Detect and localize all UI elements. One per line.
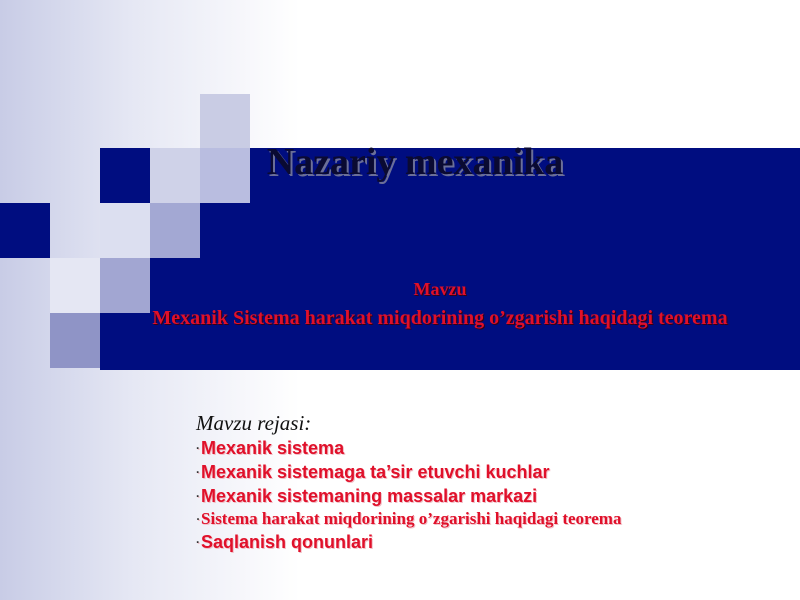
topic-text: Mexanik Sistema harakat miqdorining o’zgarishi haqidagi teorema <box>152 307 728 329</box>
plan-list <box>196 438 666 556</box>
plan-item-text: Mexanik sistema <box>201 438 345 458</box>
bullet-icon: · <box>196 441 200 455</box>
decor-square <box>100 203 150 258</box>
plan-item <box>196 510 666 528</box>
plan-item <box>196 532 666 552</box>
bullet-icon: · <box>196 535 200 549</box>
plan-item-text: Mexanik sistemaning massalar markazi <box>201 486 538 506</box>
decor-square <box>0 203 50 258</box>
plan-item <box>196 462 666 482</box>
bullet-icon: · <box>196 465 200 479</box>
plan-heading: Mavzu rejasi: <box>196 411 312 435</box>
decor-square <box>50 313 100 368</box>
plan-item <box>196 438 666 458</box>
decor-square <box>50 258 100 313</box>
plan-item-text: Mexanik sistemaga ta’sir etuvchi kuchlar <box>201 462 550 482</box>
decor-square <box>150 203 200 258</box>
slide-title: Nazariy mexanika <box>266 141 564 183</box>
topic-label: Mavzu <box>413 279 467 299</box>
bullet-icon: · <box>196 489 200 503</box>
plan-item <box>196 486 666 506</box>
plan-item-text: Sistema harakat miqdorining o’zgarishi haqidagi teorema <box>201 509 622 528</box>
plan-item-text: Saqlanish qonunlari <box>201 532 374 552</box>
bullet-icon: · <box>196 512 201 526</box>
